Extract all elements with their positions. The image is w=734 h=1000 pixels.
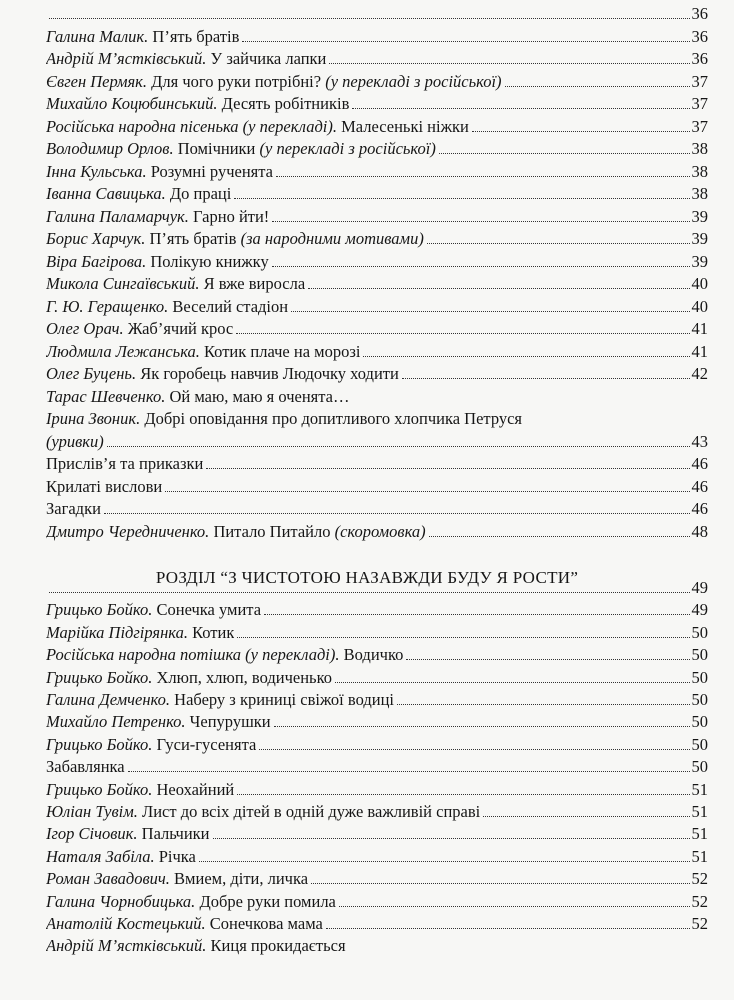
toc-page-number: 50 — [691, 645, 708, 665]
dot-leader — [276, 176, 690, 177]
dot-leader — [472, 131, 690, 132]
toc-note: (уривки) — [46, 431, 104, 451]
toc-page-number: 50 — [691, 667, 708, 687]
dot-leader — [427, 243, 690, 244]
toc-title: Пальчики — [137, 824, 210, 844]
toc-author: Олег Орач. — [46, 319, 124, 338]
toc-entry — [46, 733, 708, 755]
toc-title: Водичко — [339, 645, 404, 665]
toc-title: Я вже виросла — [199, 274, 306, 293]
toc-entry-title — [46, 824, 210, 844]
toc-entry — [46, 430, 708, 452]
toc-page-number: 50 — [691, 622, 708, 642]
toc-title: Полікую книжку — [146, 251, 269, 271]
toc-title: Веселий стадіон — [168, 296, 289, 316]
toc-page-number: 49 — [691, 578, 708, 597]
toc-entry — [46, 47, 708, 69]
toc-page-number: 46 — [691, 499, 708, 518]
toc-title: Жаб’ячий крос — [123, 319, 234, 338]
dot-leader — [352, 108, 689, 109]
dot-leader — [439, 153, 690, 154]
toc-entry-title — [46, 936, 346, 956]
toc-entry-title — [46, 139, 436, 159]
toc-author: Анатолій Костецький. — [46, 914, 206, 933]
dot-leader — [236, 333, 689, 334]
toc-author: Іванна Савицька. — [46, 184, 166, 203]
toc-entry — [46, 934, 708, 956]
dot-leader — [397, 704, 690, 705]
toc-entry — [46, 822, 708, 844]
toc-entry — [46, 778, 708, 800]
dot-leader — [199, 861, 690, 862]
toc-entry-title — [46, 229, 424, 249]
toc-author: Г. Ю. Геращенко. — [46, 296, 169, 316]
section-heading: РОЗДІЛ “З ЧИСТОТОЮ НАЗАВЖДИ БУДУ Я РОСТИ” — [155, 568, 579, 587]
toc-entry-title — [46, 49, 326, 69]
toc-entry-title — [46, 668, 332, 688]
toc-page-number: 37 — [691, 71, 708, 91]
dot-leader — [242, 41, 689, 42]
dot-leader — [237, 637, 689, 638]
toc-entry-title — [46, 387, 349, 407]
toc-author: Дмитро Чередниченко. — [46, 521, 210, 541]
dot-leader — [402, 378, 690, 379]
toc-entry-title — [46, 690, 394, 710]
toc-author: Роман Завадович. — [46, 869, 170, 889]
toc-title: Хлюп, хлюп, водиченько — [152, 667, 333, 687]
dot-leader — [363, 356, 689, 357]
toc-author: Євген Пермяк. — [46, 71, 147, 91]
dot-leader — [104, 513, 690, 514]
toc-page-number: 50 — [691, 712, 708, 732]
toc-entry-title — [46, 409, 522, 429]
toc-author: Наталя Забіла. — [46, 846, 155, 866]
dot-leader — [505, 86, 690, 87]
toc-author: Михайло Коцюбинський. — [46, 94, 218, 113]
toc-entry-title — [46, 522, 426, 542]
toc-entry — [46, 475, 708, 497]
toc-entry — [46, 205, 708, 227]
toc-title: Загадки — [46, 499, 101, 518]
toc-page-number: 40 — [691, 274, 708, 293]
toc-page-number: 52 — [691, 914, 708, 933]
toc-entry — [46, 598, 708, 620]
toc-author: Галина Чорнобицька. — [46, 891, 196, 911]
toc-note: (скоромовка) — [334, 521, 426, 541]
dot-leader — [272, 266, 690, 267]
dot-leader — [264, 614, 689, 615]
toc-entry-title — [46, 297, 288, 317]
toc-page-number: 50 — [691, 690, 708, 709]
toc-author: Інна Кульська. — [46, 161, 147, 181]
toc-entry — [46, 92, 708, 114]
toc-entry-title — [46, 847, 196, 867]
toc-author: Галина Демченко. — [46, 690, 171, 709]
toc-entry — [46, 867, 708, 889]
toc-entry — [46, 520, 708, 542]
toc-entry — [46, 497, 708, 519]
toc-entry — [46, 710, 708, 732]
toc-title: Вмием, діти, личка — [169, 869, 309, 889]
toc-note: (у перекладі з російської) — [325, 71, 502, 91]
toc-page-number: 49 — [691, 600, 708, 620]
toc-author: Андрій М’ястківський. — [46, 936, 207, 956]
toc-entry-title — [46, 184, 231, 204]
dot-leader — [49, 18, 690, 19]
toc-title: Як горобець навчив Людочку ходити — [136, 364, 399, 383]
toc-author: Володимир Орлов. — [46, 139, 174, 158]
toc-entry-title — [46, 914, 323, 934]
toc-entry — [46, 845, 708, 867]
toc-author: Марійка Підгірянка. — [46, 622, 188, 642]
toc-author: Ігор Січовик. — [46, 824, 138, 844]
toc-entry-title — [46, 94, 349, 114]
toc-title: Для чого руки потрібні? — [146, 71, 326, 91]
toc-title: Річка — [154, 846, 196, 866]
toc-entry — [46, 688, 708, 710]
toc-page-number: 36 — [691, 4, 708, 23]
toc-entry — [46, 407, 708, 429]
dot-leader — [213, 838, 690, 839]
toc-page-number: 36 — [691, 26, 708, 46]
toc-page-number: 51 — [691, 802, 708, 821]
dot-leader — [339, 906, 690, 907]
toc-title: Котик плаче на морозі — [199, 341, 361, 361]
toc-entry-title — [46, 499, 101, 519]
toc-entry-title — [46, 252, 269, 272]
toc-entry — [46, 385, 708, 407]
toc-author: Віра Багірова. — [46, 251, 147, 271]
toc-entry — [46, 227, 708, 249]
dot-leader — [329, 63, 689, 64]
toc-entry — [46, 182, 708, 204]
toc-page-number: 42 — [691, 364, 708, 383]
toc-page-number: 52 — [691, 869, 708, 889]
toc-title: До праці — [165, 184, 232, 203]
dot-leader — [406, 659, 689, 660]
toc-page-number: 50 — [691, 734, 708, 754]
toc-title: Наберу з криниці свіжої водиці — [170, 690, 394, 709]
toc-entry — [46, 912, 708, 934]
toc-page-number: 41 — [691, 319, 708, 338]
toc-page-number: 39 — [691, 251, 708, 271]
toc-author: Людмила Лежанська. — [46, 341, 200, 361]
toc-title: Розумні рученята — [146, 161, 273, 181]
toc-title: Неохайний — [152, 779, 235, 799]
toc-author: Михайло Петренко. — [46, 712, 186, 732]
dot-leader — [274, 726, 690, 727]
toc-page-number: 46 — [691, 476, 708, 496]
toc-entry-title — [46, 72, 502, 92]
dot-leader — [206, 468, 689, 469]
toc-page-number: 51 — [691, 779, 708, 799]
dot-leader — [291, 311, 689, 312]
toc-title: Котик — [187, 622, 235, 642]
toc-title: Сонечкова мама — [205, 914, 323, 933]
toc-page-number: 39 — [691, 229, 708, 248]
toc-page-number: 40 — [691, 296, 708, 316]
dot-leader — [234, 198, 689, 199]
toc-page-number: 37 — [691, 116, 708, 136]
toc-entry — [46, 25, 708, 47]
toc-title: Забавлянка — [46, 757, 125, 777]
toc-entry — [46, 272, 708, 294]
toc-entry — [46, 643, 708, 665]
dot-leader — [107, 446, 690, 447]
toc-entry-title — [46, 274, 305, 294]
toc-author: Тарас Шевченко. — [46, 386, 166, 406]
toc-author: Російська народна потішка (у перекладі). — [46, 645, 340, 665]
toc-entry — [46, 755, 708, 777]
toc-note: (у перекладі з російської) — [259, 139, 436, 158]
toc-title: Чепурушки — [185, 712, 271, 732]
toc-entry — [46, 340, 708, 362]
toc-entry — [46, 362, 708, 384]
dot-leader — [308, 288, 689, 289]
toc-entry-title — [46, 342, 360, 362]
toc-page-number: 48 — [691, 521, 708, 541]
toc-page-number: 36 — [691, 49, 708, 68]
toc-entry — [46, 70, 708, 92]
toc-title: Прислів’я та приказки — [46, 454, 204, 473]
dot-leader — [326, 928, 690, 929]
toc-entry — [46, 317, 708, 339]
toc-entry-title — [46, 892, 336, 912]
toc-entry — [46, 250, 708, 272]
toc-author: Галина Паламарчук. — [46, 206, 189, 226]
toc-title: Десять робітників — [217, 94, 350, 113]
toc-entry-title — [46, 319, 233, 339]
toc-title: Ой маю, маю я оченята… — [165, 386, 350, 406]
dot-leader — [165, 491, 689, 492]
toc-entry-title — [46, 27, 239, 47]
toc-page-number: 39 — [691, 206, 708, 226]
dot-leader — [272, 221, 689, 222]
dot-leader — [311, 883, 689, 884]
toc-page-number: 37 — [691, 94, 708, 113]
toc-entry-title — [46, 623, 234, 643]
toc-author: Андрій М’ястківський. — [46, 49, 207, 68]
toc-entry-title — [46, 207, 269, 227]
toc-page-number: 50 — [691, 757, 708, 777]
toc-author: Грицько Бойко. — [46, 734, 153, 754]
toc-entry-title — [46, 364, 399, 384]
toc-page-number: 43 — [691, 431, 708, 451]
dot-leader — [259, 749, 689, 750]
toc-entry-title — [46, 162, 273, 182]
toc-author: Ірина Звоник. — [46, 409, 141, 428]
toc-title: Сонечка умита — [152, 600, 262, 620]
toc-entry-title — [46, 600, 261, 620]
toc-title: Крилаті вислови — [46, 476, 163, 496]
dot-leader — [483, 816, 689, 817]
toc-note: (за народними мотивами) — [240, 229, 424, 248]
toc-title: Малесенькі ніжки — [337, 116, 469, 136]
dot-leader — [128, 771, 690, 772]
toc-entry — [46, 666, 708, 688]
toc-entry — [46, 452, 708, 474]
toc-title: Добрі оповідання про допитливого хлопчика Петруся — [140, 409, 523, 428]
dot-leader — [237, 794, 689, 795]
toc-entry-title — [46, 735, 256, 755]
toc-title: Гарно йти! — [188, 206, 270, 226]
toc-author: Микола Сингаївський. — [46, 274, 200, 293]
toc-entry-title — [46, 432, 104, 452]
dot-leader — [49, 592, 690, 593]
toc-page-number: 51 — [691, 824, 708, 844]
toc-page-number: 38 — [691, 161, 708, 181]
dot-leader — [429, 536, 690, 537]
toc-entry — [46, 295, 708, 317]
toc-entry — [46, 800, 708, 822]
toc-entry — [46, 160, 708, 182]
toc-entry-title — [46, 802, 480, 822]
toc-title: Питало Питайло — [209, 521, 335, 541]
toc-title: П’ять братів — [148, 26, 240, 46]
toc-entry — [46, 890, 708, 912]
toc-title: Киця прокидається — [206, 936, 346, 956]
toc-title: П’ять братів — [145, 229, 241, 248]
toc-title: Добре руки помила — [195, 891, 336, 911]
toc-entry-title — [46, 780, 234, 800]
toc-entry — [46, 576, 708, 598]
toc-author: Грицько Бойко. — [46, 667, 153, 687]
toc-entry — [46, 137, 708, 159]
toc-page-number: 46 — [691, 454, 708, 473]
toc-title: Помічники — [173, 139, 260, 158]
toc-author: Грицько Бойко. — [46, 600, 153, 620]
toc-entry-title — [46, 117, 469, 137]
toc-author: Юліан Тувім. — [46, 802, 138, 821]
toc-title: Лист до всіх дітей в одній дуже важливій справі — [137, 802, 481, 821]
toc-entry-title — [46, 757, 125, 777]
toc-entry-title — [46, 869, 308, 889]
toc-entry — [46, 115, 708, 137]
toc-page-number: 51 — [691, 846, 708, 866]
toc-page-number: 52 — [691, 891, 708, 911]
toc-author: Олег Буцень. — [46, 364, 137, 383]
toc-entry-title — [46, 712, 271, 732]
toc-title: Гуси-гусенята — [152, 734, 257, 754]
toc-entry-title — [46, 477, 162, 497]
toc-entry-title — [46, 454, 203, 474]
toc-page-number: 41 — [691, 341, 708, 361]
toc-title: У зайчика лапки — [206, 49, 327, 68]
toc-entry — [46, 2, 708, 24]
toc-author: Російська народна пісенька (у перекладі). — [46, 116, 338, 136]
toc-author: Грицько Бойко. — [46, 779, 153, 799]
toc-author: Борис Харчук. — [46, 229, 146, 248]
toc-page-number: 38 — [691, 139, 708, 158]
dot-leader — [335, 682, 689, 683]
toc-page-number: 38 — [691, 184, 708, 203]
toc-entry-title — [46, 645, 403, 665]
toc-entry — [46, 621, 708, 643]
toc-author: Галина Малик. — [46, 26, 149, 46]
